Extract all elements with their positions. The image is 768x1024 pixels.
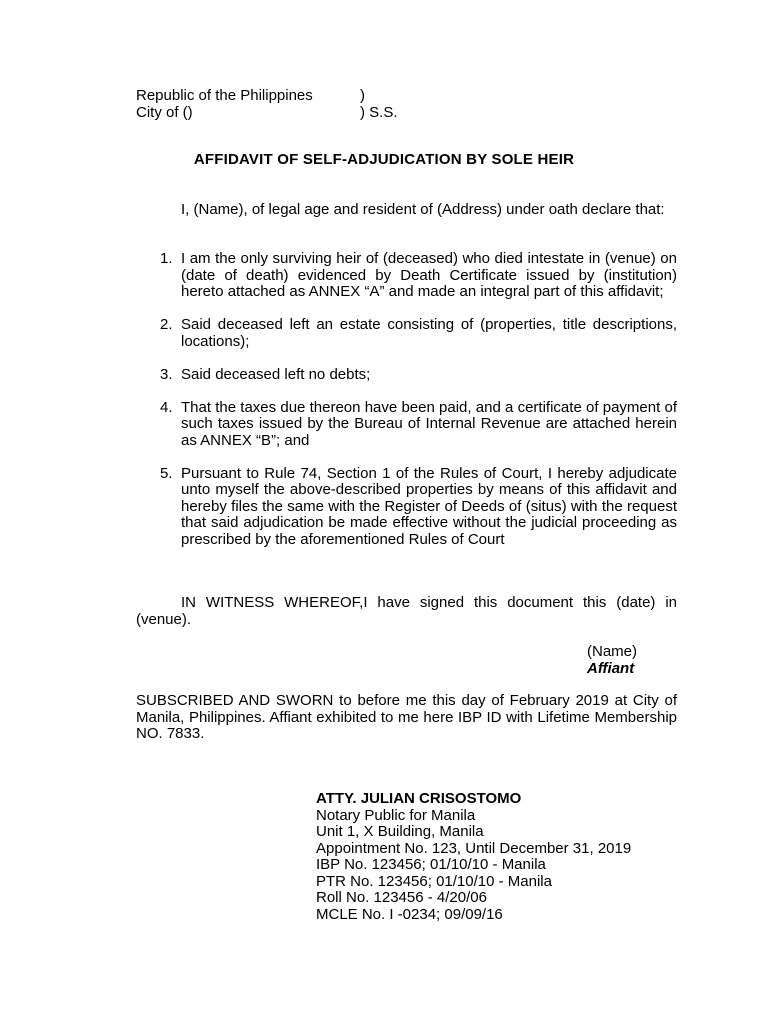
item-number: 3. [160, 365, 173, 383]
item-number: 5. [160, 464, 173, 482]
notary-appointment: Appointment No. 123, Until December 31, 2019 [316, 839, 632, 857]
venue-bracket: ) [360, 87, 365, 104]
declaration-item [136, 251, 677, 301]
venue-country: Republic of the Philippines [136, 87, 313, 104]
signature-block [587, 644, 637, 677]
notary-address: Unit 1, X Building, Manila [316, 823, 484, 840]
affiant-label: Affiant [587, 659, 635, 677]
witness-paragraph: IN WITNESS WHEREOF,I have signed this document this (date) in (venue). [136, 594, 677, 628]
notary-ibp: IBP No. 123456; 01/10/10 - Manila [316, 856, 546, 873]
declaration-item [136, 466, 677, 549]
venue-row-country [136, 88, 536, 105]
venue-row-city [136, 105, 536, 122]
item-text: Said deceased left an estate consisting of (properties, title descriptions, locations); [181, 316, 677, 350]
item-text: That the taxes due thereon have been paid, and a certificate of payment of such taxes issued by the Bureau of Internal Revenue are attached herein as ANNEX “B”; and [181, 398, 677, 449]
venue-ss: ) S.S. [360, 104, 398, 121]
declaration-item [136, 367, 677, 384]
item-number: 1. [160, 250, 173, 267]
item-text: I am the only surviving heir of (deceased) who died intestate in (venue) on (date of death) evidenced by Death Certificate issued by (institution) hereto attached as ANNEX “A” and made an integral part of this affidavit; [181, 250, 677, 300]
declaration-item [136, 400, 677, 450]
declaration-list [136, 251, 677, 565]
notary-ptr: PTR No. 123456; 01/10/10 - Manila [316, 872, 552, 890]
notary-roll: Roll No. 123456 - 4/20/06 [316, 889, 487, 906]
notary-block [316, 791, 677, 923]
intro-paragraph: I, (Name), of legal age and resident of (Address) under oath declare that: [181, 201, 665, 218]
notary-title: Notary Public for Manila [316, 806, 476, 824]
item-text: Pursuant to Rule 74, Section 1 of the Rules of Court, I hereby adjudicate unto myself the above-described properties by means of this affidavit and hereby files the same with the Register of Deeds of (situs) with the request that said adjudication be made effective without the judicial proceeding as prescribed by the aforementioned Rules of Court [181, 464, 677, 548]
jurat-paragraph: SUBSCRIBED AND SWORN to before me this day of February 2019 at City of Manila, Philippines. Affiant exhibited to me here IBP ID with Lifetime Membership NO. 7833. [136, 692, 677, 742]
notary-mcle: MCLE No. I -0234; 09/09/16 [316, 905, 503, 923]
notary-name: ATTY. JULIAN CRISOSTOMO [316, 790, 522, 807]
item-number: 2. [160, 316, 173, 333]
declaration-item [136, 317, 677, 350]
venue-caption [136, 88, 536, 122]
item-text: Said deceased left no debts; [181, 365, 371, 383]
affiant-name: (Name) [587, 643, 638, 660]
item-number: 4. [160, 398, 173, 416]
document-title: AFFIDAVIT OF SELF-ADJUDICATION BY SOLE HEIR [193, 151, 575, 168]
venue-city: City of () [136, 104, 193, 121]
